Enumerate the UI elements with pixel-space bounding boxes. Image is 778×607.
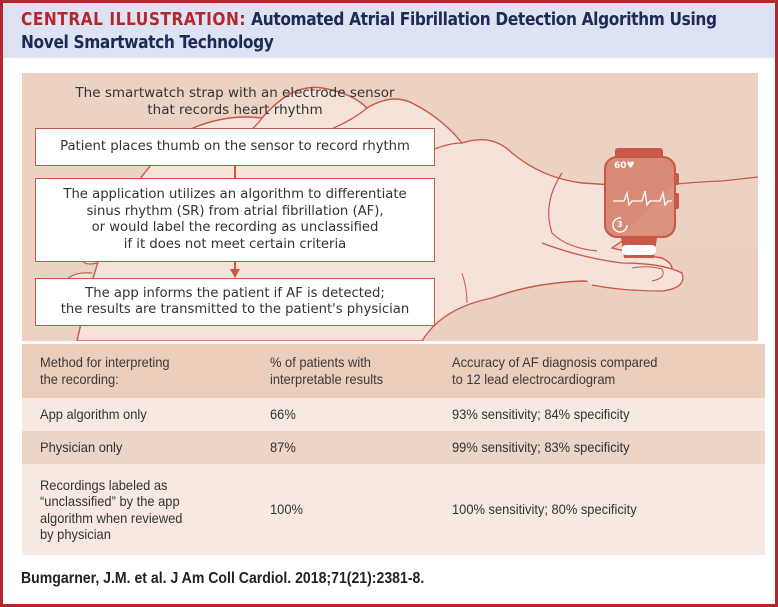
header-method: Method for interpreting the recording: — [40, 354, 170, 387]
sensor-caption — [35, 85, 435, 119]
caption-line: The smartwatch strap with an electrode sensor — [75, 85, 395, 101]
table-row — [22, 398, 765, 431]
header-interpretable: % of patients with interpretable results — [270, 354, 384, 387]
table-row — [22, 464, 765, 555]
caption-line: that records heart rhythm — [147, 102, 323, 118]
interpretable-cell: 87% — [270, 439, 296, 456]
electrode-sensor — [622, 245, 656, 255]
arrow-down-icon — [230, 269, 240, 278]
figure-label: CENTRAL ILLUSTRATION: — [21, 10, 247, 30]
figure-title — [21, 9, 760, 55]
countdown-value: 3 — [617, 220, 623, 229]
interpretable-cell: 100% — [270, 501, 303, 518]
step-notify — [35, 278, 435, 326]
accuracy-cell: 100% sensitivity; 80% specificity — [452, 501, 637, 518]
figure-title-text: Automated Atrial Fibrillation Detection Algorithm Using Novel Smartwatch Technology — [21, 10, 717, 53]
method-cell: App algorithm only — [40, 406, 147, 423]
flow-connector — [234, 166, 236, 178]
table-row — [22, 431, 765, 464]
step-text: Patient places thumb on the sensor to record rhythm — [60, 138, 410, 154]
title-band — [3, 3, 775, 58]
step-record-rhythm — [35, 128, 435, 166]
watch-screen — [614, 161, 635, 171]
step-text: the results are transmitted to the patient's physician — [60, 302, 410, 317]
step-text: sinus rhythm (SR) from atrial fibrillation (AF), — [86, 203, 384, 219]
table-header-row — [22, 344, 765, 398]
step-text: The app informs the patient if AF is detected; — [85, 285, 385, 301]
method-cell: Recordings labeled as “unclassified” by the app algorithm when reviewed by physician — [40, 476, 183, 542]
heart-icon: ♥ — [626, 161, 635, 171]
method-cell: Physician only — [40, 439, 123, 456]
step-text: or would label the recording as unclassified — [91, 220, 379, 235]
interpretable-cell: 66% — [270, 406, 296, 423]
step-text: if it does not meet certain criteria — [123, 236, 347, 252]
step-text: The application utilizes an algorithm to differentiate — [63, 187, 407, 202]
accuracy-cell: 99% sensitivity; 83% specificity — [452, 439, 630, 456]
step-algorithm — [35, 178, 435, 262]
citation: Bumgarner, J.M. et al. J Am Coll Cardiol. 2018;71(21):2381-8. — [21, 570, 425, 587]
illustration-panel — [22, 73, 758, 341]
results-table — [22, 344, 765, 555]
header-accuracy: Accuracy of AF diagnosis compared to 12 lead electrocardiogram — [452, 354, 658, 387]
accuracy-cell: 93% sensitivity; 84% specificity — [452, 406, 630, 423]
heart-rate-value: 60 — [614, 161, 627, 171]
